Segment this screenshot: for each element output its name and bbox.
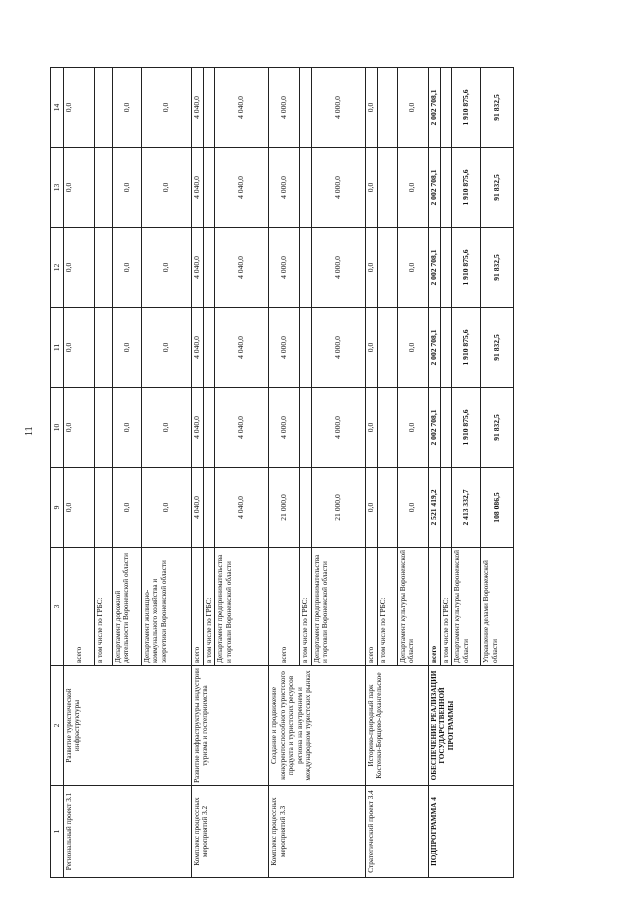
row-label: всего	[192, 548, 204, 666]
value-cell: 0,0	[64, 148, 95, 228]
value-cell: 0,0	[113, 68, 142, 148]
value-cell: 0,0	[113, 148, 142, 228]
program-code: Региональный проект 3.1	[64, 786, 192, 878]
row-label: всего	[64, 548, 95, 666]
value-cell: 2 002 708,1	[428, 68, 440, 148]
value-cell: 0,0	[64, 228, 95, 308]
value-cell: 0,0	[113, 308, 142, 388]
table-row	[428, 68, 440, 878]
value-cell	[95, 388, 113, 468]
value-cell: 0,0	[142, 228, 192, 308]
value-cell: 0,0	[397, 468, 428, 548]
value-cell: 4 000,0	[311, 308, 365, 388]
row-label: в том числе по ГРБС:	[300, 548, 311, 666]
value-cell: 4 040,0	[215, 68, 269, 148]
value-cell: 0,0	[365, 228, 377, 308]
value-cell	[203, 148, 214, 228]
value-cell	[203, 228, 214, 308]
value-cell: 4 040,0	[215, 388, 269, 468]
col-number: 12	[51, 228, 64, 308]
value-cell: 1 910 875,6	[452, 148, 481, 228]
value-cell: 1 910 875,6	[452, 68, 481, 148]
value-cell: 4 040,0	[192, 308, 204, 388]
program-name: Историко-природный парк Костенки-Борщево-Архангельское	[365, 666, 428, 786]
value-cell	[377, 228, 397, 308]
value-cell: 0,0	[397, 68, 428, 148]
row-label: в том числе по ГРБС:	[377, 548, 397, 666]
value-cell: 0,0	[365, 68, 377, 148]
value-cell	[377, 148, 397, 228]
value-cell: 21 000,0	[311, 468, 365, 548]
value-cell: 0,0	[397, 388, 428, 468]
value-cell: 4 000,0	[311, 148, 365, 228]
value-cell: 4 000,0	[311, 228, 365, 308]
value-cell: 4 000,0	[269, 68, 300, 148]
value-cell: 0,0	[365, 388, 377, 468]
value-cell	[300, 468, 311, 548]
value-cell: 0,0	[397, 148, 428, 228]
value-cell: 2 002 708,1	[428, 308, 440, 388]
value-cell: 0,0	[365, 468, 377, 548]
value-cell	[440, 228, 451, 308]
col-number: 2	[51, 666, 64, 786]
program-code: Стратегический проект 3.4	[365, 786, 428, 878]
value-cell: 91 832,5	[481, 228, 514, 308]
row-label: всего	[269, 548, 300, 666]
value-cell: 108 086,5	[481, 468, 514, 548]
value-cell: 4 000,0	[269, 148, 300, 228]
value-cell: 4 000,0	[311, 388, 365, 468]
value-cell	[300, 148, 311, 228]
program-code: Комплекс процессных мероприятий 3.2	[192, 786, 269, 878]
value-cell: 0,0	[64, 68, 95, 148]
value-cell: 21 000,0	[269, 468, 300, 548]
value-cell: 4 040,0	[192, 388, 204, 468]
value-cell: 0,0	[64, 308, 95, 388]
row-label: Департамент предпринимательства и торговли Воронежской области	[311, 548, 365, 666]
value-cell: 4 000,0	[269, 308, 300, 388]
row-label: всего	[428, 548, 440, 666]
program-name: Развитие инфраструктуры индустрии туризма и гостеприимства	[192, 666, 269, 786]
row-label: Департамент предпринимательства и торговли Воронежской области	[215, 548, 269, 666]
row-label: Департамент жилищно-коммунального хозяйства и энергетики Воронежской области	[142, 548, 192, 666]
value-cell: 4 000,0	[269, 388, 300, 468]
value-cell: 0,0	[142, 468, 192, 548]
value-cell: 0,0	[113, 228, 142, 308]
program-code: ПОДПРОГРАММА 4	[428, 786, 513, 878]
value-cell: 4 040,0	[192, 68, 204, 148]
value-cell	[440, 68, 451, 148]
value-cell: 4 040,0	[215, 148, 269, 228]
value-cell	[300, 68, 311, 148]
value-cell	[300, 308, 311, 388]
value-cell: 91 832,5	[481, 308, 514, 388]
row-label: Департамент культуры Воронежской области	[397, 548, 428, 666]
rotated-table-container	[50, 68, 590, 878]
value-cell	[95, 68, 113, 148]
value-cell: 4 000,0	[311, 68, 365, 148]
value-cell: 4 040,0	[215, 308, 269, 388]
value-cell: 2 413 332,7	[452, 468, 481, 548]
table-row	[269, 68, 300, 878]
column-number-row	[51, 68, 64, 878]
value-cell: 2 002 708,1	[428, 228, 440, 308]
value-cell	[377, 308, 397, 388]
col-number: 1	[51, 786, 64, 878]
value-cell: 1 910 875,6	[452, 228, 481, 308]
value-cell	[440, 148, 451, 228]
value-cell: 4 040,0	[192, 468, 204, 548]
program-name: Создание и продвижение конкурентоспособного туристского продукта и туристских ресурсов региона на внутреннем и международном туристских рынках	[269, 666, 365, 786]
value-cell	[203, 468, 214, 548]
value-cell: 1 910 875,6	[452, 308, 481, 388]
value-cell	[95, 468, 113, 548]
budget-table	[50, 67, 514, 878]
value-cell	[440, 388, 451, 468]
value-cell: 0,0	[397, 308, 428, 388]
value-cell: 0,0	[64, 468, 95, 548]
value-cell: 0,0	[113, 468, 142, 548]
value-cell	[377, 388, 397, 468]
row-label: в том числе по ГРБС:	[203, 548, 214, 666]
value-cell: 4 040,0	[215, 228, 269, 308]
row-label: Управление делами Воронежской области	[481, 548, 514, 666]
value-cell: 0,0	[142, 68, 192, 148]
value-cell: 2 002 708,1	[428, 148, 440, 228]
value-cell	[95, 308, 113, 388]
value-cell: 0,0	[397, 228, 428, 308]
value-cell: 0,0	[142, 148, 192, 228]
value-cell	[203, 308, 214, 388]
value-cell	[300, 388, 311, 468]
value-cell: 2 002 708,1	[428, 388, 440, 468]
value-cell: 4 040,0	[192, 148, 204, 228]
row-label: Департамент культуры Воронежской области	[452, 548, 481, 666]
value-cell	[440, 468, 451, 548]
value-cell: 91 832,5	[481, 388, 514, 468]
value-cell	[440, 308, 451, 388]
value-cell: 0,0	[113, 388, 142, 468]
value-cell: 4 000,0	[269, 228, 300, 308]
value-cell: 0,0	[142, 388, 192, 468]
value-cell: 91 832,5	[481, 148, 514, 228]
row-label: в том числе по ГРБС:	[440, 548, 451, 666]
row-label: всего	[365, 548, 377, 666]
value-cell	[95, 148, 113, 228]
value-cell	[377, 68, 397, 148]
row-label: в том числе по ГРБС:	[95, 548, 113, 666]
value-cell: 2 521 419,2	[428, 468, 440, 548]
value-cell: 1 910 875,6	[452, 388, 481, 468]
value-cell	[203, 68, 214, 148]
col-number: 11	[51, 308, 64, 388]
value-cell: 0,0	[142, 308, 192, 388]
col-number: 10	[51, 388, 64, 468]
row-label: Департамент дорожной деятельности Воронежской области	[113, 548, 142, 666]
col-number: 13	[51, 148, 64, 228]
value-cell: 4 040,0	[192, 228, 204, 308]
value-cell: 0,0	[365, 148, 377, 228]
program-code: Комплекс процессных мероприятий 3.3	[269, 786, 365, 878]
page-number: 11	[24, 426, 35, 436]
value-cell	[377, 468, 397, 548]
table-row	[365, 68, 377, 878]
value-cell: 0,0	[64, 388, 95, 468]
program-name: ОБЕСПЕЧЕНИЕ РЕАЛИЗАЦИИ ГОСУДАРСТВЕННОЙ ПРОГРАММЫ	[428, 666, 513, 786]
value-cell	[300, 228, 311, 308]
col-number: 9	[51, 468, 64, 548]
value-cell: 4 040,0	[215, 468, 269, 548]
col-number: 14	[51, 68, 64, 148]
table-row	[64, 68, 95, 878]
value-cell	[203, 388, 214, 468]
value-cell: 0,0	[365, 308, 377, 388]
value-cell	[95, 228, 113, 308]
program-name: Развитие туристической инфраструктуры	[64, 666, 192, 786]
table-row	[192, 68, 204, 878]
value-cell: 91 832,5	[481, 68, 514, 148]
col-number: 3	[51, 548, 64, 666]
